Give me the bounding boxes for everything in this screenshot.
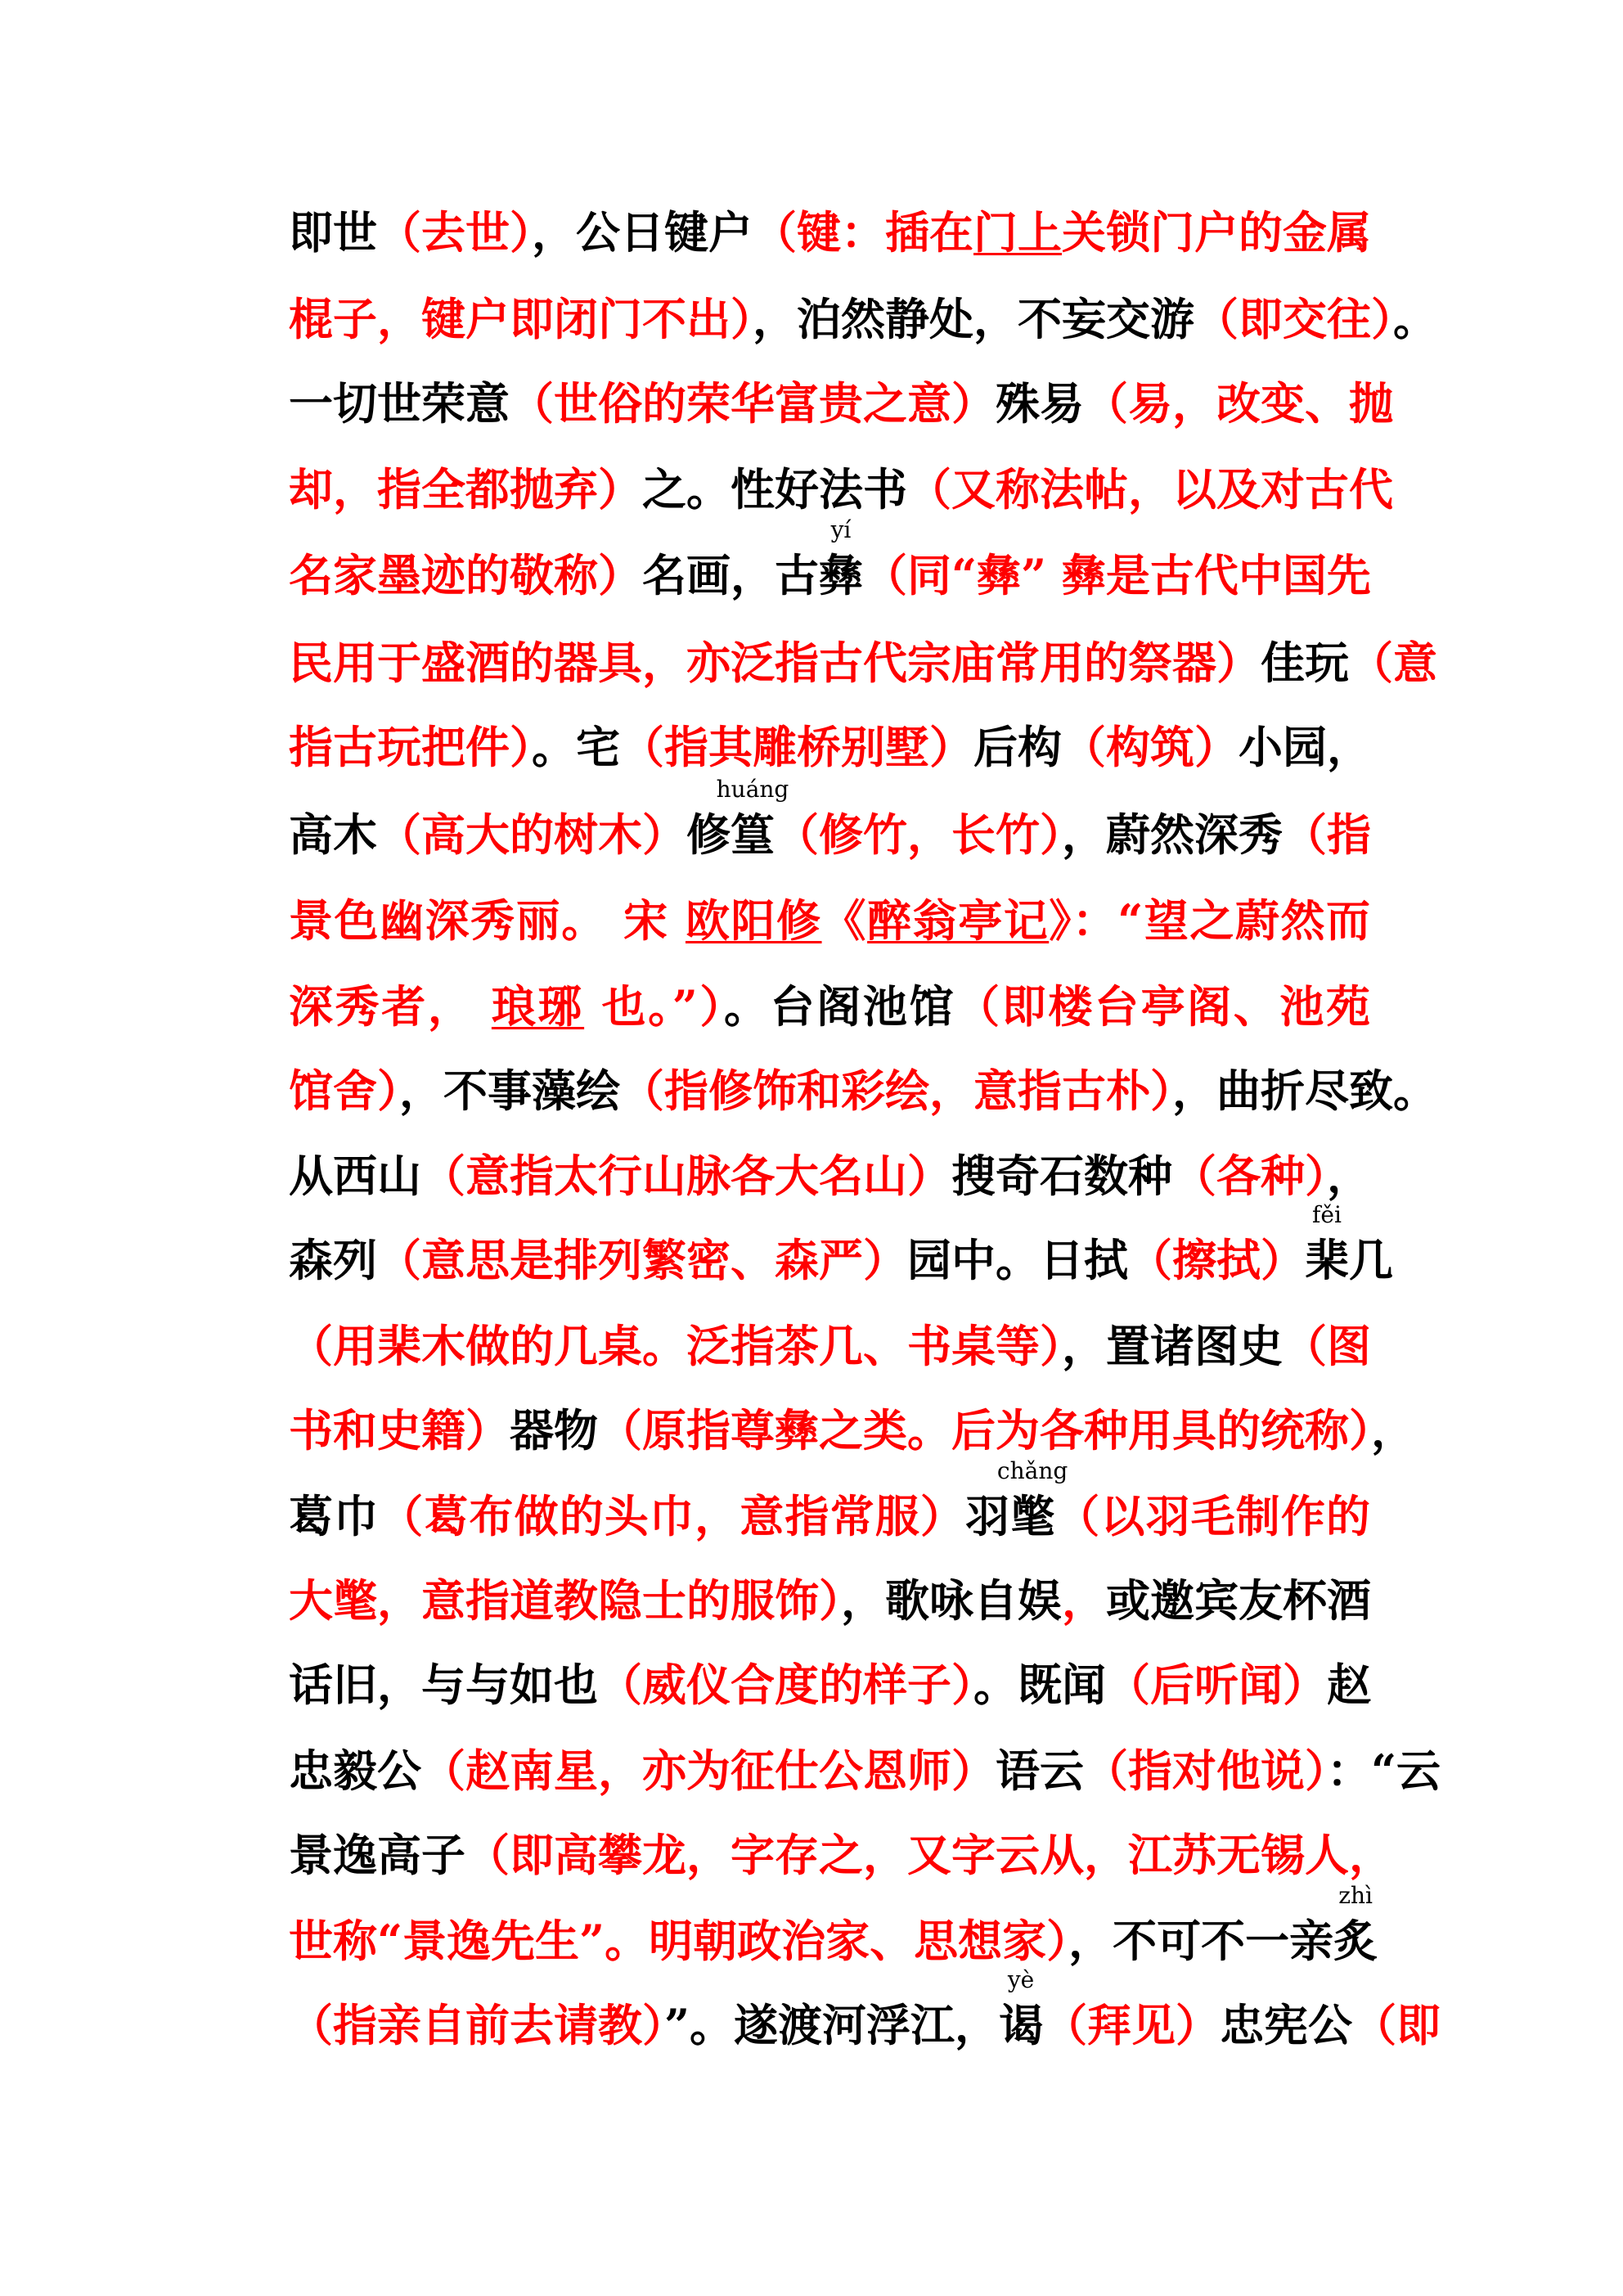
original-text: ，泊然静处，不妄交游 (753, 293, 1194, 345)
annotation-text: （同“彝” 彝是古代中国先 (863, 549, 1371, 601)
original-text: ，置诸图史 (1062, 1320, 1283, 1372)
annotation-text: 馆舍） (289, 1065, 399, 1117)
annotation-text: 醉翁亭记 (867, 894, 1050, 947)
pinyin-annotation: huáng (716, 776, 789, 803)
original-text: 葛巾 (289, 1490, 380, 1542)
original-text: ，不可不一亲 (1068, 1915, 1334, 1967)
text-line (289, 1572, 1370, 1629)
original-text: ，歌咏自娱 (841, 1574, 1062, 1627)
annotation-text: （又称法帖，以及对古代 (907, 463, 1393, 515)
original-text: 园中。日拭 (907, 1234, 1128, 1286)
original-text: 几 (1349, 1234, 1393, 1286)
annotation-text: 琅琊 (491, 980, 585, 1033)
annotation-text: （后听闻） (1106, 1659, 1327, 1711)
text-line (289, 204, 1370, 261)
annotation-text: ， (1062, 1574, 1106, 1627)
original-text: 。既闻 (973, 1659, 1106, 1711)
annotation-text: （原指尊彝之类。后为各种用具的统称） (598, 1404, 1371, 1456)
annotated-character (1333, 1882, 1378, 1970)
original-text: 即世 (289, 206, 377, 259)
text-line (289, 516, 1371, 604)
annotation-text: 门上 (973, 206, 1062, 259)
original-text: ， (1327, 1150, 1371, 1202)
pinyin-annotation: zhì (1338, 1882, 1373, 1909)
character: 棐 (1305, 1234, 1349, 1286)
annotation-text: （易，改变、抛 (1084, 377, 1393, 430)
annotation-text: 关锁门户的金属 (1062, 206, 1371, 259)
character: 篁 (731, 808, 775, 861)
text-line (289, 290, 1437, 348)
original-text: 景逸高子 (289, 1829, 465, 1881)
original-text: 。宅 (532, 721, 620, 773)
annotation-text: 书和史籍） (289, 1404, 510, 1456)
annotation-text: 深秀者， (289, 980, 492, 1033)
original-text: 之。性好法书 (642, 463, 907, 515)
annotated-character (996, 1457, 1068, 1545)
character: 炙 (1333, 1915, 1378, 1967)
annotation-text: （指对他说） (1084, 1745, 1327, 1797)
annotation-text: 景色幽深秀丽。 宋 (289, 894, 686, 947)
original-text: 名画，古 (642, 549, 819, 601)
original-text: 修 (686, 808, 731, 861)
text-line (289, 1317, 1370, 1375)
text-line (289, 375, 1393, 432)
annotation-text: （拜见） (1043, 1999, 1221, 2051)
text-line (289, 1402, 1415, 1459)
original-text: 。台阁池馆 (724, 980, 956, 1033)
text-line (289, 1147, 1370, 1204)
annotation-text: 名家墨迹的敬称） (289, 549, 642, 601)
annotation-text: （意思是排列繁密、森严） (377, 1234, 907, 1286)
text-line (289, 892, 1370, 949)
text-line (289, 1656, 1370, 1713)
text-line (289, 776, 1371, 863)
annotation-text: （用棐木做的几桌。泛指茶几、书桌等） (289, 1320, 1062, 1372)
original-text: 殊易 (996, 377, 1084, 430)
text-line (289, 1457, 1371, 1545)
annotation-text: （指 (1283, 808, 1371, 861)
text-line (289, 1826, 1393, 1884)
annotation-text: 欧阳修 (685, 894, 822, 947)
annotation-text: 民用于盛酒的器具，亦泛指古代宗庙常用的祭器） (289, 637, 1261, 689)
annotation-text: 也。”） (584, 980, 725, 1033)
annotation-text: （指亲自前去请教） (289, 1999, 664, 2051)
annotated-character (999, 1966, 1044, 2054)
annotation-text: （即高攀龙，字存之，又字云从，江苏无锡人， (465, 1829, 1393, 1881)
annotation-text: （图 (1283, 1320, 1371, 1372)
annotation-text: 》：“望之蔚然而 (1049, 894, 1371, 947)
annotation-text: （去世） (377, 206, 532, 259)
annotation-text: （赵南星，亦为征仕公恩师） (421, 1745, 996, 1797)
annotation-text: （修竹，长竹） (775, 808, 1062, 861)
annotation-text: （世俗的荣华富贵之意） (510, 377, 996, 430)
original-text: 小园， (1239, 721, 1371, 773)
original-text: 赵 (1327, 1659, 1371, 1711)
annotation-text: （意指太行山脉各大名山） (421, 1150, 951, 1202)
text-line (289, 978, 1370, 1035)
annotation-text: （构筑） (1062, 721, 1239, 773)
original-text: 羽 (964, 1490, 1011, 1542)
original-text: 森列 (289, 1234, 377, 1286)
text-line (289, 634, 1437, 691)
annotation-text: （指其雕桥别墅） (620, 721, 973, 773)
annotation-text: （即 (1352, 1999, 1441, 2051)
original-text: ”。遂渡河浮江， (664, 1999, 1000, 2051)
annotation-text: （指修饰和彩绘，意指古朴） (620, 1065, 1172, 1117)
original-text: 或邀宾友杯酒 (1106, 1574, 1371, 1627)
original-text: 后构 (973, 721, 1062, 773)
pinyin-annotation: chǎng (996, 1457, 1068, 1484)
text-line (289, 1882, 1378, 1970)
annotation-text: （各种） (1172, 1150, 1327, 1202)
original-text: 忠宪公 (1220, 1999, 1353, 2051)
annotation-text: （葛布做的头巾，意指常服） (379, 1490, 965, 1542)
text-line (289, 1062, 1437, 1119)
annotation-text: 《 (821, 894, 868, 947)
annotation-text: （意 (1349, 637, 1437, 689)
character: 彝 (819, 549, 863, 601)
original-text: ， (1371, 1404, 1415, 1456)
annotation-text: （威仪合度的样子） (598, 1659, 973, 1711)
pinyin-annotation: yí (830, 516, 852, 543)
original-text: 话旧，与与如也 (289, 1659, 598, 1711)
annotation-text: （以羽毛制作的 (1054, 1490, 1371, 1542)
original-text: 忠毅公 (289, 1745, 421, 1797)
annotated-character (1305, 1201, 1349, 1289)
annotated-character (819, 516, 863, 604)
annotation-text: 棍子，键户即闭门不出） (289, 293, 753, 345)
original-text: 语云 (996, 1745, 1084, 1797)
pinyin-annotation: yè (1007, 1966, 1035, 1993)
original-text: ，曲折尽致。 (1172, 1065, 1437, 1117)
original-text: ，不事藻绘 (399, 1065, 620, 1117)
original-text: ：“云 (1327, 1745, 1441, 1797)
annotation-text: （即交往） (1194, 293, 1393, 345)
annotation-text: 世称“景逸先生”。明朝政治家、思想家） (289, 1915, 1069, 1967)
text-line (289, 718, 1370, 776)
character: 氅 (1010, 1490, 1055, 1542)
original-text: 器物 (510, 1404, 598, 1456)
text-line (289, 1742, 1441, 1799)
annotation-text: （键：插在 (753, 206, 973, 259)
original-text: 高木 (289, 808, 377, 861)
annotated-character (716, 776, 789, 863)
original-text: 。 (1393, 293, 1437, 345)
character: 谒 (999, 1999, 1044, 2051)
pinyin-annotation: fěi (1312, 1201, 1342, 1228)
original-text: 搜奇石数种 (951, 1150, 1172, 1202)
annotation-text: 大氅，意指道教隐士的服饰） (289, 1574, 841, 1627)
original-text: 一切世荣意 (289, 377, 510, 430)
original-text: ，公日键户 (532, 206, 753, 259)
annotation-text: 指古玩把件） (289, 721, 532, 773)
text-line (289, 1201, 1393, 1289)
original-text: 佳玩 (1261, 637, 1349, 689)
text-line (289, 1966, 1441, 2054)
original-text: 从西山 (289, 1150, 421, 1202)
annotation-text: （擦拭） (1128, 1234, 1305, 1286)
annotation-text: （即楼台亭阁、池苑 (955, 980, 1371, 1033)
annotation-text: （高大的树木） (377, 808, 686, 861)
annotation-text: 却，指全都抛弃） (289, 463, 642, 515)
text-line (289, 461, 1393, 518)
original-text: ，蔚然深秀 (1062, 808, 1283, 861)
